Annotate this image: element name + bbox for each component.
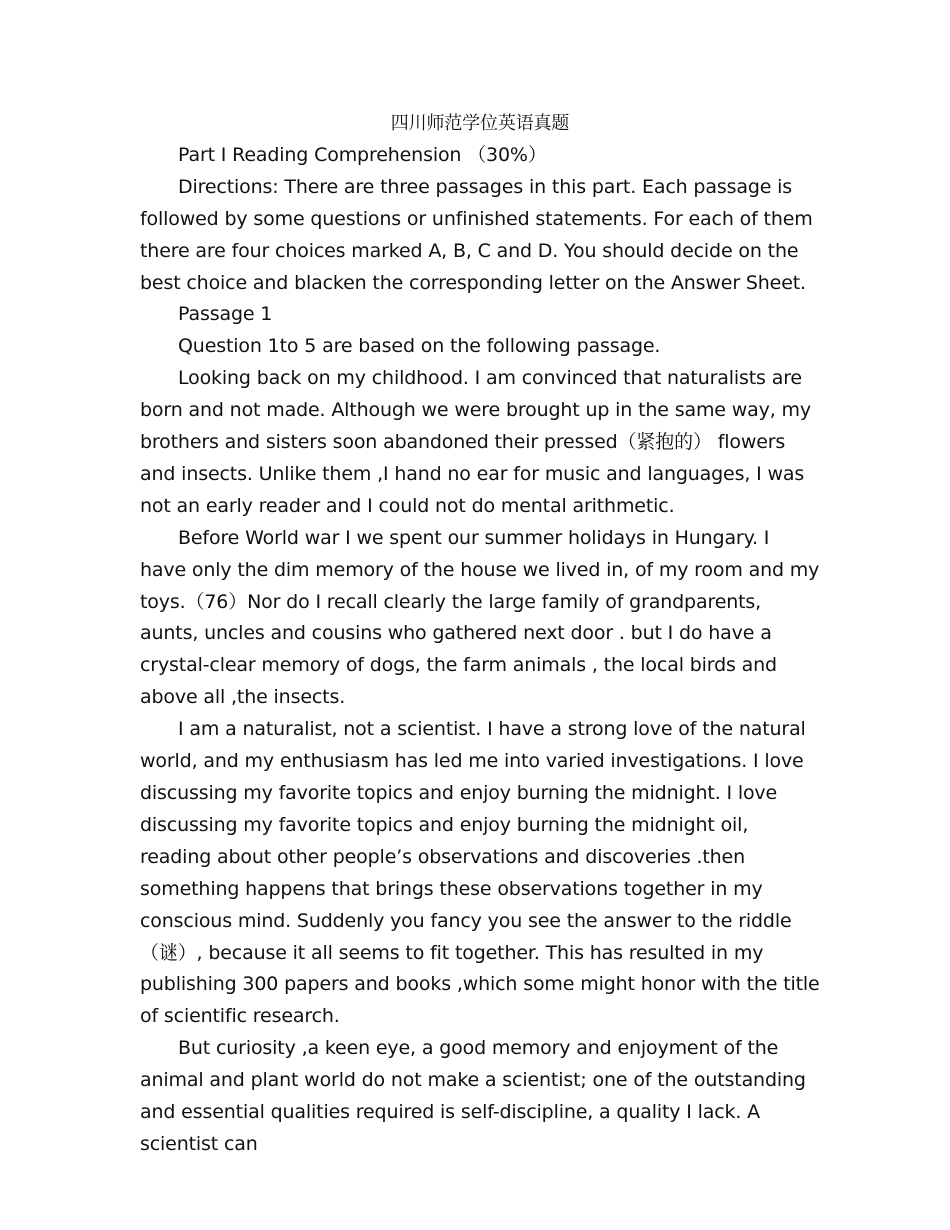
- part-heading: Part I Reading Comprehension （30%）: [178, 143, 547, 166]
- passage-paragraph-3: I am a naturalist, not a scientist. I have a strong love of the natural world, and my enthusiasm has led me into varied investigations. I love discussing my favorite topics and enjoy burning the midnight. I love discussing my favorite topics and enjoy burning the midnight oil, reading about other people’s observations and discoveries .then something happens that brings these observations together in my conscious mind. Suddenly you fancy you see the answer to the riddle（谜）, because it all seems to fit together. This has resulted in my publishing 300 papers and books ,which some might honor with the title of scientific research.: [140, 718, 820, 1028]
- passage-paragraph-2: Before World war I we spent our summer holidays in Hungary. I have only the dim memory of the house we lived in, of my room and my toys.（76）Nor do I recall clearly the large family of grandparents, aunts, uncles and cousins who gathered next door . but I do have a crystal-clear memory of dogs, the farm animals , the local birds and above all ,the insects.: [140, 526, 820, 709]
- passage-heading: Passage 1: [178, 303, 273, 326]
- passage-paragraph-1: Looking back on my childhood. I am convinced that naturalists are born and not made. Although we were brought up in the same way, my brothers and sisters soon abandoned their pressed（紧抱的） flowers and insects. Unlike them ,I hand no ear for music and languages, I was not an early reader and I could not do mental arithmetic.: [140, 367, 811, 517]
- question-range-note: Question 1to 5 are based on the following passage.: [178, 335, 661, 358]
- document-body: [140, 108, 820, 1161]
- directions-paragraph: Directions: There are three passages in this part. Each passage is followed by some questions or unfinished statements. For each of them there are four choices marked A, B, C and D. You should decide on the best choice and blacken the corresponding letter on the Answer Sheet.: [140, 175, 813, 294]
- passage-paragraph-4: But curiosity ,a keen eye, a good memory and enjoyment of the animal and plant world do not make a scientist; one of the outstanding and essential qualities required is self-discipline, a quality I lack. A scientist can: [140, 1037, 806, 1155]
- document-title: 四川师范学位英语真题: [390, 113, 570, 134]
